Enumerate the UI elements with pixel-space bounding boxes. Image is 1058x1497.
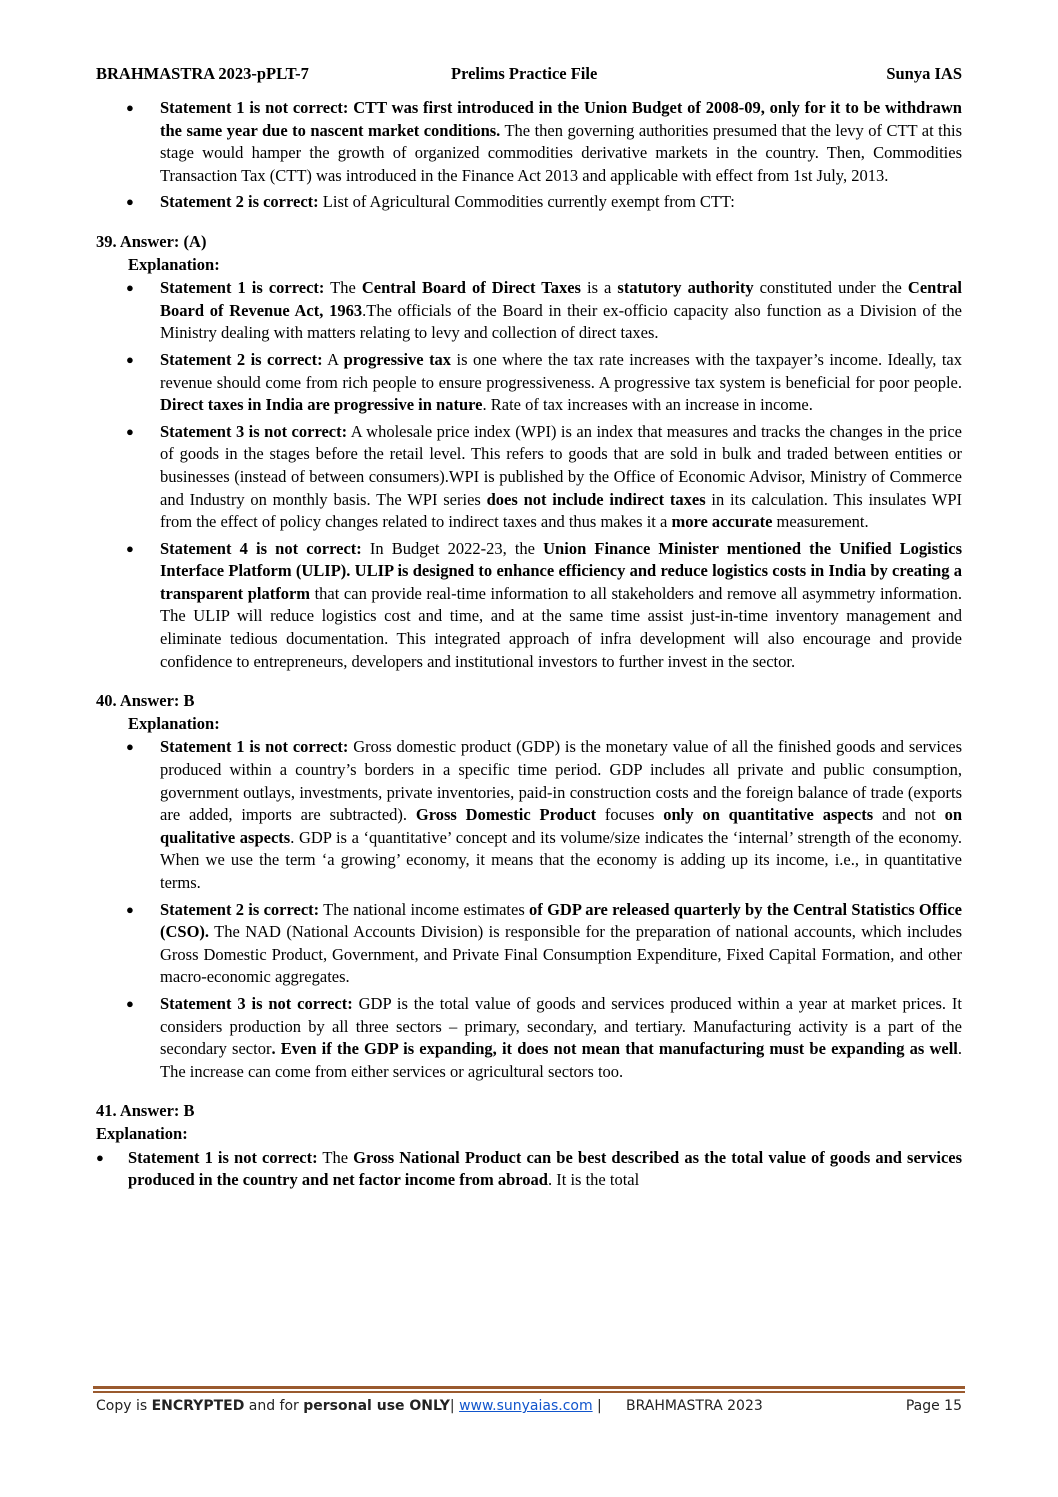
explanation-heading: Explanation: [128, 713, 220, 733]
list-item [96, 1147, 962, 1192]
bullet-icon: ● [126, 901, 134, 917]
list-item [96, 421, 962, 534]
footer-divider [93, 1386, 965, 1389]
statement-text: measurement. [772, 512, 869, 532]
statement-text: constituted under the [753, 278, 908, 298]
statement-text: In Budget 2022-23, the [361, 538, 544, 558]
footer-encrypted: ENCRYPTED [151, 1398, 245, 1414]
emphasis-text: Gross Domestic Product [415, 805, 597, 825]
website-link[interactable]: www.sunyaias.com [459, 1398, 593, 1414]
page-body [96, 97, 962, 1196]
statement-text: A wholesale price index (WPI) is an index that measures and tracks the changes in the price of goods in the stages before the retail level. This refers to goods that are sold in bulk and traded between entities or businesses (instead of between consumers).WPI is published by the Office of Economic Advisor, Ministry of Commerce and Industry on monthly basis. The WPI series [160, 421, 963, 509]
answer-heading: 39. Answer: (A) [96, 231, 207, 251]
statement-text: List of Agricultural Commodities currently exempt from CTT: [318, 192, 735, 212]
list-item [96, 349, 962, 417]
statement-text: is one where the tax rate increases with the taxpayer’s income. Ideally, tax revenue should come from rich people to ensure progressiveness. A progressive tax system is beneficial for poor people. [160, 349, 962, 392]
footer-series: BRAHMASTRA 2023 [626, 1398, 763, 1414]
emphasis-text: progressive tax [343, 349, 452, 369]
statement-list [96, 736, 962, 1083]
statement-lead: Statement 2 is correct: [160, 192, 319, 212]
bullet-icon: ● [126, 351, 134, 367]
header-file-title: Prelims Practice File [451, 64, 598, 83]
statement-lead: Statement 3 is not correct: [160, 993, 353, 1013]
explanation-heading: Explanation: [96, 1123, 188, 1143]
page-number: Page 15 [905, 1398, 962, 1414]
statement-lead: Statement 2 is correct: [160, 349, 323, 369]
list-item [96, 993, 962, 1083]
bullet-icon: ● [96, 1149, 104, 1165]
emphasis-text: more accurate [671, 512, 773, 532]
footer-divider-thin [93, 1391, 965, 1393]
emphasis-text: of GDP are released quarterly by the Central Statistics Office (CSO). [160, 899, 962, 942]
emphasis-text: . Even if the GDP is expanding, it does not mean that manufacturing must be expanding as well [271, 1039, 958, 1059]
statement-text: . It is the total [548, 1170, 640, 1190]
statement-text: The NAD (National Accounts Division) is responsible for the preparation of national accounts, which includes Gross Domestic Product, Government, and Private Final Consumption Expenditure, Fixed Capital Formation, and other macro-economic aggregates. [160, 922, 962, 987]
header-publisher: Sunya IAS [886, 64, 962, 83]
emphasis-text: Direct taxes in India are progressive in nature [160, 395, 483, 415]
statement-text: in its calculation. This insulates WPI from the effect of policy changes related to indirect taxes and thus makes it a [160, 489, 962, 532]
intro-statement-list [96, 97, 962, 214]
statement-text: GDP is the total value of goods and services produced within a year at market prices. It considers production by all three sectors – primary, secondary, and tertiary. Manufacturing activity is a part of the secondary sector [160, 993, 963, 1059]
statement-lead: Statement 3 is not correct: [160, 421, 348, 441]
list-item [96, 538, 962, 674]
statement-text: The then governing authorities presumed that the levy of CTT at this stage would hamper the growth of organized commodities derivative markets in the country. Then, Commodities Transaction Tax (CTT) was introduced in the Finance Act 2013 and applicable with effect from 1st July, 2013. [160, 120, 962, 185]
bullet-icon: ● [126, 100, 134, 115]
statement-lead: Statement 2 is correct: [160, 899, 320, 919]
emphasis-text: does not include indirect taxes [486, 489, 706, 509]
statement-text: . Rate of tax increases with an increase in income. [482, 395, 813, 415]
header-series-code: BRAHMASTRA 2023-pPLT-7 [96, 64, 309, 83]
statement-lead: Statement 1 is not correct: CTT was first introduced in the Union Budget of 2008-09, only for it to be withdrawn the same year due to nascent market conditions. [160, 98, 962, 140]
emphasis-text: Gross National Product can be best described as the total value of goods and services produced in the country and net factor income from abroad [128, 1147, 963, 1190]
footer-text: Copy is [96, 1398, 152, 1414]
emphasis-text: Central Board of Revenue Act, 1963 [160, 278, 962, 320]
list-item [96, 97, 962, 187]
statement-text: The national income estimates [319, 899, 530, 919]
answer-heading: 40. Answer: B [96, 691, 195, 711]
question-39 [96, 231, 962, 673]
statement-list [96, 277, 962, 673]
bullet-icon: ● [126, 280, 134, 296]
statement-text: A [322, 349, 344, 369]
statement-lead: Statement 4 is not correct: [160, 538, 362, 558]
emphasis-text: Union Finance Minister mentioned the Unified Logistics Interface Platform (ULIP). ULIP is designed to enhance efficiency and reduce logistics costs in India by creating a transparent platform [160, 538, 962, 603]
bullet-icon: ● [126, 995, 134, 1011]
emphasis-text: on qualitative aspects [160, 805, 962, 847]
statement-text: is a [580, 278, 618, 298]
list-item [96, 899, 962, 989]
statement-text: The [317, 1147, 354, 1167]
footer-separator: | [449, 1398, 460, 1414]
statement-text: .The officials of the Board in their ex-officio capacity also function as a Division of the Ministry dealing with matters relating to levy and collection of direct taxes. [160, 300, 962, 343]
statement-text: that can provide real-time information to all stakeholders and remove all asymmetry information. The ULIP will reduce logistics cost and time, and at the same time assist just-in-time inventory management and eliminate tedious documentation. This integrated approach of infra development will also encourage and provide confidence to entrepreneurs, developers and institutional investors to further invest in the sector. [160, 583, 962, 671]
answer-heading: 41. Answer: B [96, 1101, 195, 1121]
list-item [96, 736, 962, 894]
page-footer [96, 1398, 962, 1420]
page-header [96, 64, 962, 86]
explanation-heading: Explanation: [128, 254, 220, 274]
question-41 [96, 1100, 962, 1191]
statement-lead: Statement 1 is correct: [160, 278, 325, 298]
statement-text: . GDP is a ‘quantitative’ concept and its volume/size indicates the ‘internal’ strength of the economy. When we use the term ‘a growing’ economy, it means that the economy is adding up its income, i.e., in quantitative terms. [160, 827, 962, 892]
bullet-icon: ● [126, 423, 134, 439]
statement-text: and not [873, 805, 945, 825]
bullet-icon: ● [126, 739, 134, 755]
question-40 [96, 690, 962, 1083]
statement-lead: Statement 1 is not correct: [160, 737, 349, 757]
emphasis-text: Central Board of Direct Taxes [361, 278, 581, 298]
bullet-icon: ● [126, 540, 134, 556]
statement-text: Gross domestic product (GDP) is the monetary value of all the finished goods and services produced within a country’s borders in a specific time period. GDP includes all private and public consumption, government outlays, investments, private inventories, paid-in construction costs and the foreign balance of trade (exports are added, imports are subtracted). [160, 737, 962, 825]
list-item [96, 191, 962, 214]
footer-notice [96, 1398, 602, 1414]
emphasis-text: only on quantitative aspects [663, 805, 874, 825]
footer-text: and for [244, 1398, 304, 1414]
statement-text: The [324, 278, 362, 298]
statement-text: . The increase can come from either services or agricultural sectors too. [160, 1039, 962, 1081]
statement-lead: Statement 1 is not correct: [128, 1147, 318, 1167]
statement-text: focuses [596, 805, 664, 825]
bullet-icon: ● [126, 194, 134, 210]
footer-separator: | [592, 1398, 602, 1414]
statement-list [96, 1147, 962, 1192]
footer-personal-use: personal use ONLY [303, 1398, 450, 1414]
list-item [96, 277, 962, 345]
emphasis-text: statutory authority [617, 278, 754, 298]
